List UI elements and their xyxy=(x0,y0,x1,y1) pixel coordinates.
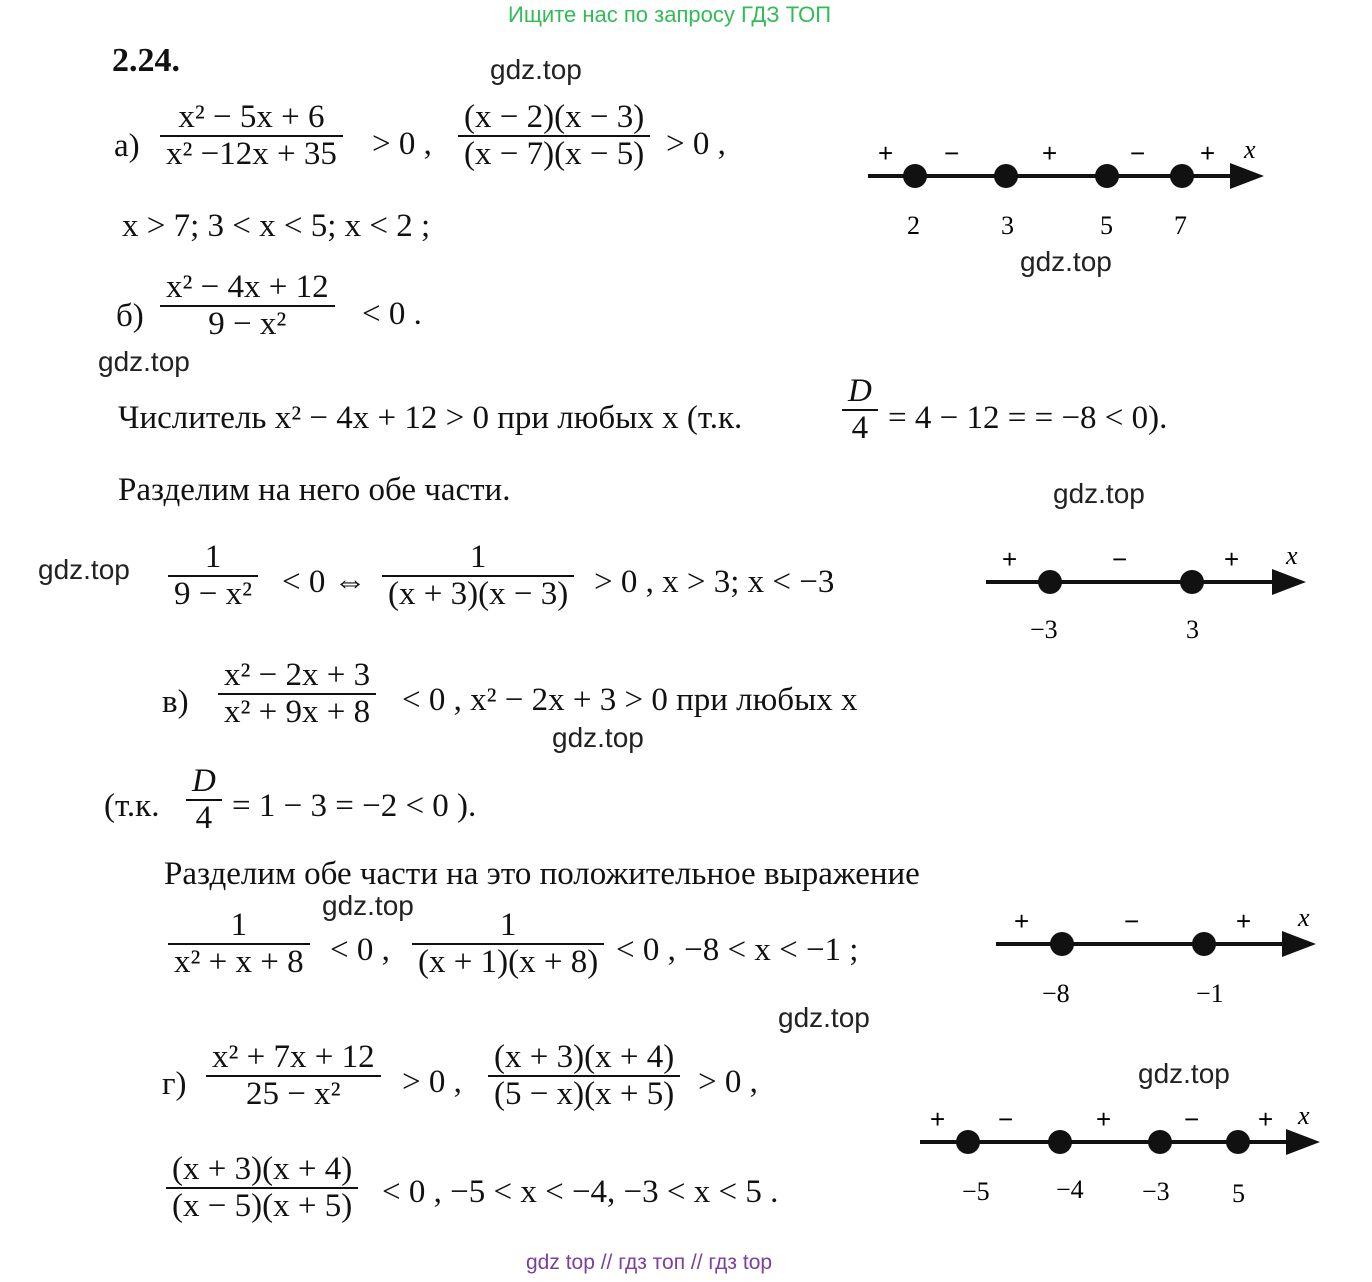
numerator: (x + 3)(x + 4) xyxy=(172,1151,353,1187)
tick-label: −4 xyxy=(1056,1175,1084,1204)
numerator-statement: Числитель x² − 4x + 12 > 0 при любых x (т.к. xyxy=(118,400,743,436)
sign: − xyxy=(998,1104,1014,1134)
part-c-fraction xyxy=(218,658,376,729)
watermark: gdz.top xyxy=(1020,246,1112,277)
sign: + xyxy=(1236,906,1252,936)
part-a-fraction-2 xyxy=(458,100,650,171)
sign: − xyxy=(1124,906,1140,936)
numerator: 1 xyxy=(230,907,248,943)
tick-label: −1 xyxy=(1196,979,1224,1008)
numerator: (x + 3)(x + 4) xyxy=(494,1039,675,1075)
point-dot xyxy=(1226,1130,1250,1154)
watermark: gdz.top xyxy=(490,54,582,85)
part-c-statement: < 0 , x² − 2x + 3 > 0 при любых x xyxy=(402,682,858,718)
numerator: 1 xyxy=(499,907,517,943)
part-a-label: а) xyxy=(114,128,140,164)
sign: + xyxy=(1002,544,1018,574)
part-b-label: б) xyxy=(116,298,144,334)
equivalence: < 0 ⇔ xyxy=(282,564,367,600)
discriminant-fraction xyxy=(842,374,878,445)
number-line-c xyxy=(990,904,1330,1014)
relation: < 0 , xyxy=(330,932,390,968)
part-b-eq-fraction-1 xyxy=(168,540,258,611)
numerator: D xyxy=(848,373,872,409)
denominator: x² + 9x + 8 xyxy=(224,693,371,730)
part-d-fraction-2 xyxy=(488,1040,680,1111)
search-banner: Ищите нас по запросу ГДЗ ТОП xyxy=(508,2,832,27)
divide-statement: Разделим обе части на это положительное выражение xyxy=(164,856,920,892)
point-dot xyxy=(1095,164,1119,188)
sign: − xyxy=(1184,1104,1200,1134)
point-dot xyxy=(1148,1130,1172,1154)
watermark: gdz.top xyxy=(38,554,130,585)
point-dot xyxy=(956,1130,980,1154)
point-dot xyxy=(1050,932,1074,956)
denominator: (x − 5)(x + 5) xyxy=(172,1187,353,1224)
denominator: x² + x + 8 xyxy=(174,943,304,980)
sign: + xyxy=(1014,906,1030,936)
sign: + xyxy=(1200,138,1216,168)
sign: + xyxy=(1224,544,1240,574)
number-line-a xyxy=(860,136,1280,246)
axis-var: x xyxy=(1298,904,1310,932)
numerator: D xyxy=(192,763,216,799)
tick-label: 7 xyxy=(1174,211,1187,240)
numerator: (x − 2)(x − 3) xyxy=(464,99,645,135)
part-d-fraction-1 xyxy=(206,1040,381,1111)
sign: + xyxy=(1042,138,1058,168)
denominator: 9 − x² xyxy=(174,575,253,612)
footer-links[interactable]: gdz top // гдз топ // гдз top xyxy=(526,1251,773,1274)
tick-label: −8 xyxy=(1042,979,1070,1008)
numerator: x² − 5x + 6 xyxy=(178,99,325,135)
part-c-eq-fraction-2 xyxy=(412,908,604,979)
tick-label: 2 xyxy=(907,211,920,240)
relation: > 0 , xyxy=(666,126,726,162)
axis-var: x xyxy=(1244,136,1256,164)
axis-var: x xyxy=(1298,1102,1310,1130)
point-dot xyxy=(1048,1130,1072,1154)
relation: > 0 , xyxy=(402,1064,462,1100)
tick-label: 3 xyxy=(1001,211,1014,240)
denominator: 4 xyxy=(195,799,213,836)
numerator: x² − 2x + 3 xyxy=(224,657,371,693)
relation: > 0 , xyxy=(698,1064,758,1100)
discriminant-fraction xyxy=(186,764,222,835)
number-line-d xyxy=(914,1102,1334,1212)
part-d-answer: < 0 , −5 < x < −4, −3 < x < 5 . xyxy=(382,1174,779,1210)
relation: < 0 . xyxy=(362,296,422,332)
part-b-fraction xyxy=(160,270,335,341)
problem-number: 2.24. xyxy=(112,42,180,79)
denominator: 25 − x² xyxy=(246,1075,341,1112)
part-b-eq-fraction-2 xyxy=(382,540,574,611)
watermark: gdz.top xyxy=(1053,478,1145,509)
point-dot xyxy=(994,164,1018,188)
point-dot xyxy=(1038,570,1062,594)
part-c-answer: < 0 , −8 < x < −1 ; xyxy=(616,932,859,968)
part-d-label: г) xyxy=(162,1066,187,1102)
denominator: (x + 1)(x + 8) xyxy=(418,943,599,980)
part-b-answer: > 0 , x > 3; x < −3 xyxy=(594,564,835,600)
watermark: gdz.top xyxy=(322,890,414,921)
part-a-answer: x > 7; 3 < x < 5; x < 2 ; xyxy=(122,208,431,244)
sign: − xyxy=(1112,544,1128,574)
sign: + xyxy=(930,1104,946,1134)
point-dot xyxy=(1192,932,1216,956)
tick-label: −5 xyxy=(962,1177,990,1206)
watermark: gdz.top xyxy=(552,722,644,753)
part-c-eq-fraction-1 xyxy=(168,908,310,979)
tick-label: 5 xyxy=(1100,211,1113,240)
denominator: (x − 7)(x − 5) xyxy=(464,135,645,172)
point-dot xyxy=(903,164,927,188)
watermark: gdz.top xyxy=(98,346,190,377)
denominator: 4 xyxy=(851,409,869,446)
sign: + xyxy=(1258,1104,1274,1134)
tick-label: 5 xyxy=(1232,1179,1245,1208)
numerator: x² + 7x + 12 xyxy=(212,1039,375,1075)
sign: − xyxy=(1130,138,1146,168)
relation: > 0 , xyxy=(372,126,432,162)
point-dot xyxy=(1180,570,1204,594)
denominator: x² −12x + 35 xyxy=(166,135,337,172)
discriminant-value: = 4 − 12 = = −8 < 0). xyxy=(888,400,1168,436)
tick-label: 3 xyxy=(1186,615,1199,644)
denominator: (5 − x)(x + 5) xyxy=(494,1075,675,1112)
axis-var: x xyxy=(1286,541,1298,570)
divide-statement: Разделим на него обе части. xyxy=(118,472,511,508)
part-d-fraction-3 xyxy=(166,1152,358,1223)
tk-open: (т.к. xyxy=(104,788,160,824)
part-c-label: в) xyxy=(162,684,189,720)
sign: + xyxy=(1096,1104,1112,1134)
sign: − xyxy=(944,138,960,168)
watermark: gdz.top xyxy=(1138,1058,1230,1089)
denominator: 9 − x² xyxy=(208,305,287,342)
part-a-fraction-1 xyxy=(160,100,343,171)
sign: + xyxy=(878,138,894,168)
discriminant-value: = 1 − 3 = −2 < 0 ). xyxy=(232,788,477,824)
point-dot xyxy=(1170,164,1194,188)
tick-label: −3 xyxy=(1142,1177,1170,1206)
numerator: x² − 4x + 12 xyxy=(166,269,329,305)
numerator: 1 xyxy=(469,539,487,575)
denominator: (x + 3)(x − 3) xyxy=(388,575,569,612)
number-line-b xyxy=(980,540,1320,650)
watermark: gdz.top xyxy=(778,1002,870,1033)
numerator: 1 xyxy=(204,539,222,575)
tick-label: −3 xyxy=(1030,615,1058,644)
